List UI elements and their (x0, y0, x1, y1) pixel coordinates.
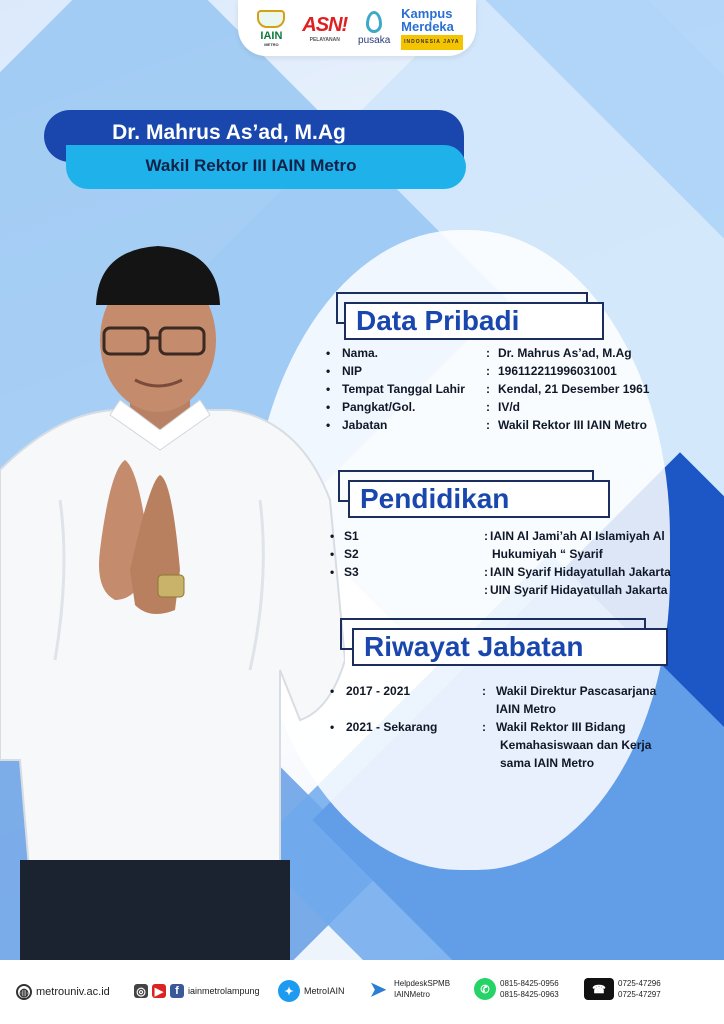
pusaka-drop-icon (366, 11, 382, 33)
telephone-icon: ☎ (584, 978, 614, 1000)
tel-line1: 0725-47296 (618, 979, 661, 988)
degree-value: UIN Syarif Hidayatullah Jakarta (490, 583, 668, 597)
field-value: Wakil Rektor III IAIN Metro (498, 418, 647, 432)
pusaka-logo (358, 11, 390, 46)
position-value: Wakil Direktur Pascasarjana (496, 684, 657, 698)
footer-helpdesk[interactable] (366, 978, 450, 1000)
wa-line2: 0815-8425-0963 (500, 990, 559, 999)
colon: : (486, 346, 490, 360)
youtube-icon: ▶ (152, 984, 166, 998)
footer-twitter[interactable] (278, 980, 345, 1002)
field-label: Tempat Tanggal Lahir (342, 382, 465, 396)
facebook-icon: f (170, 984, 184, 998)
degree-label: S2 (344, 547, 359, 561)
person-name: Dr. Mahrus As’ad, M.Ag (112, 121, 346, 144)
bullet: • (330, 547, 335, 561)
kampus-line2: Merdeka (401, 18, 454, 34)
bullet: • (326, 382, 331, 396)
iain-crest-icon (257, 10, 285, 28)
field-label: Nama. (342, 346, 379, 360)
asn-logo-text: ASN! (302, 13, 348, 36)
footer-telephone[interactable] (584, 978, 661, 1000)
position-value: IAIN Metro (496, 702, 556, 716)
twitter-text: MetroIAIN (304, 986, 345, 996)
degree-value: IAIN Al Jami’ah Al Islamiyah Al (490, 529, 665, 543)
degree-value: Hukumiyah “ Syarif (492, 547, 603, 561)
bullet: • (330, 529, 335, 543)
footer-social[interactable] (134, 984, 260, 998)
colon: : (486, 418, 490, 432)
helpdesk-line1: HelpdeskSPMB (394, 979, 451, 988)
kampus-merdeka-logo (401, 7, 462, 50)
degree-label: S1 (344, 529, 359, 543)
bullet: • (330, 684, 335, 698)
instagram-icon: ◎ (134, 984, 148, 998)
bullet: • (326, 418, 331, 432)
globe-icon: ◍ (16, 984, 32, 1000)
position-value: Wakil Rektor III Bidang (496, 720, 626, 734)
period-label: 2021 - Sekarang (346, 720, 438, 734)
whatsapp-icon: ✆ (474, 978, 496, 1000)
field-label: NIP (342, 364, 363, 378)
degree-value: IAIN Syarif Hidayatullah Jakarta (490, 565, 671, 579)
footer-whatsapp[interactable] (474, 978, 559, 1000)
asn-logo-sub: PELAYANAN (309, 36, 340, 43)
bullet: • (326, 400, 331, 414)
degree-label: S3 (344, 565, 359, 579)
colon: : (486, 400, 490, 414)
bullet: • (330, 565, 335, 579)
field-value: 196112211996031001 (498, 364, 617, 378)
kampus-line1: Kampus (401, 5, 453, 21)
position-value: sama IAIN Metro (500, 756, 595, 770)
colon: : (486, 382, 490, 396)
bullet: • (330, 720, 335, 734)
helpdesk-line2: IAINMetro (394, 990, 431, 999)
logo-bar (238, 0, 476, 56)
colon: : (484, 583, 488, 597)
field-value: Kendal, 21 Desember 1961 (498, 382, 650, 396)
tel-line2: 0725-47297 (618, 990, 661, 999)
data-pribadi-title: Data Pribadi (344, 302, 604, 340)
iain-logo-sub: METRO (264, 41, 279, 47)
colon: : (484, 529, 488, 543)
riwayat-title: Riwayat Jabatan (352, 628, 668, 666)
period-label: 2017 - 2021 (346, 684, 411, 698)
field-value: IV/d (498, 400, 521, 414)
position-value: Kemahasiswaan dan Kerja (500, 738, 652, 752)
colon: : (482, 720, 486, 734)
wa-line1: 0815-8425-0956 (500, 979, 559, 988)
pendidikan-title: Pendidikan (348, 480, 610, 518)
person-position: Wakil Rektor III IAIN Metro (145, 156, 357, 175)
bullet: • (326, 346, 331, 360)
portrait-photo (0, 240, 345, 960)
website-text: metrouniv.ac.id (36, 986, 110, 998)
footer (0, 960, 724, 1024)
field-value: Dr. Mahrus As’ad, M.Ag (498, 346, 632, 360)
field-label: Pangkat/Gol. (342, 400, 416, 414)
colon: : (482, 684, 486, 698)
twitter-icon: ✦ (278, 980, 300, 1002)
telegram-icon: ➤ (369, 978, 387, 1001)
colon: : (484, 565, 488, 579)
position-banner (66, 145, 466, 189)
field-label: Jabatan (342, 418, 388, 432)
colon: : (486, 364, 490, 378)
iain-logo-text: IAIN (260, 29, 283, 42)
kampus-tag: INDONESIA JAYA (401, 35, 462, 50)
pusaka-logo-text: pusaka (358, 34, 391, 46)
footer-website[interactable] (16, 984, 110, 1000)
bullet: • (326, 364, 331, 378)
asn-logo (302, 14, 347, 43)
social-text: iainmetrolampung (188, 986, 260, 996)
iain-logo (251, 6, 291, 50)
